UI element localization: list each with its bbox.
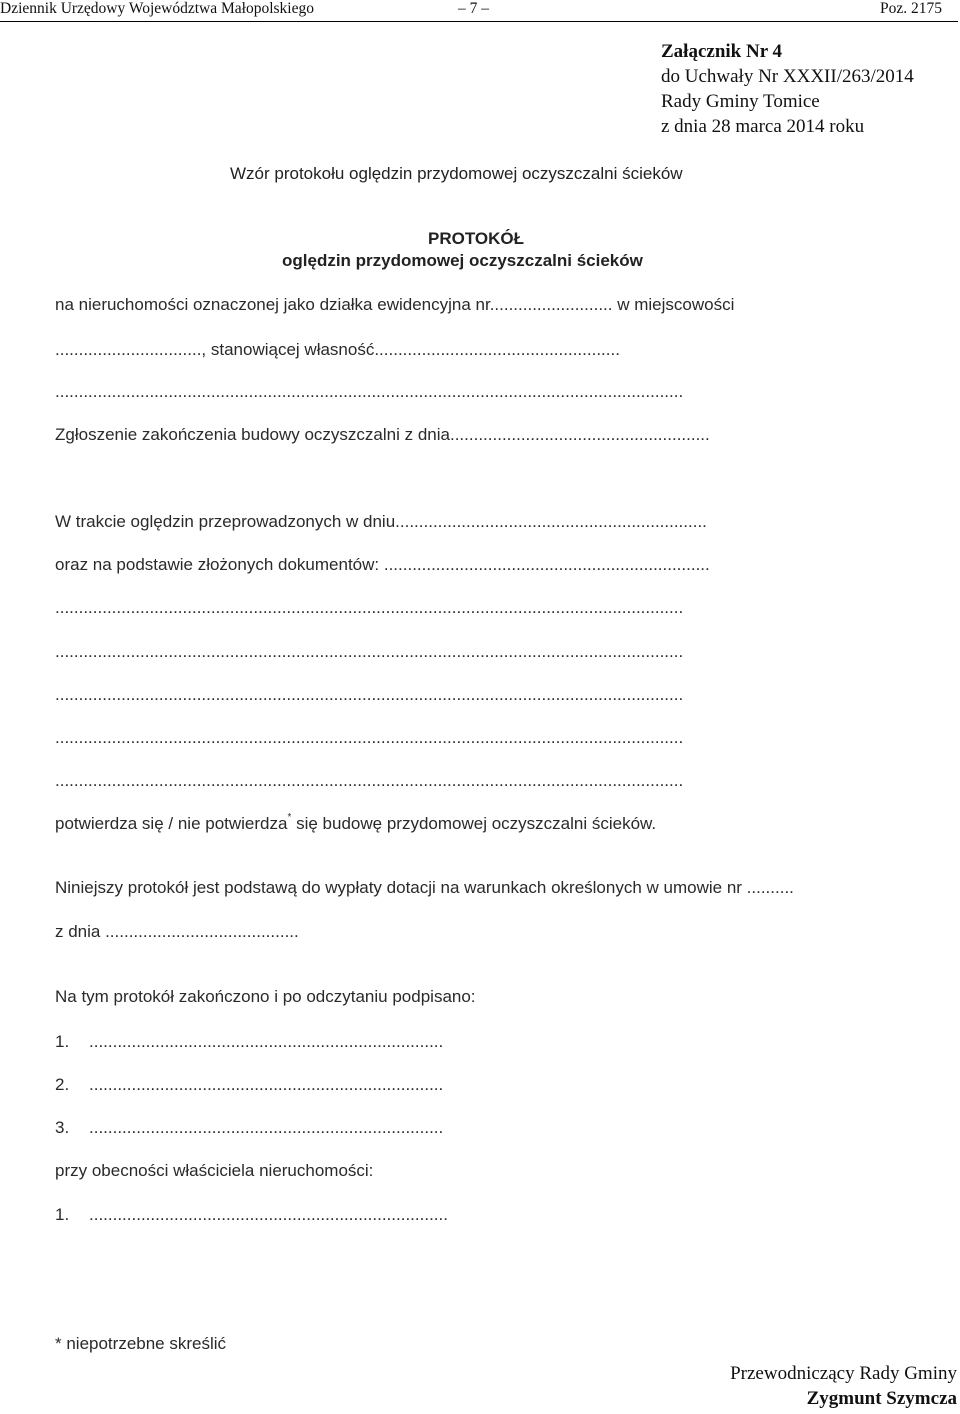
ownership-line: ..............................., stanowiącej własność.................................................... (55, 340, 620, 359)
signature-number: 2. (55, 1075, 70, 1094)
footnote-marker: * (287, 812, 292, 824)
attachment-title: Załącznik Nr 4 (661, 41, 783, 62)
confirmation-subject: się budowę przydomowej oczyszczalni ścieków. (291, 814, 657, 833)
signatory-name: Zygmunt Szymcza (806, 1388, 957, 1409)
owner-presence-label: przy obecności właściciela nieruchomości: (55, 1161, 374, 1180)
journal-name: Dziennik Urzędowy Województwa Małopolskiego (0, 0, 314, 17)
header-divider (0, 21, 958, 22)
contract-date-line: z dnia ......................................... (55, 922, 299, 941)
owner-signature-1 (55, 1205, 448, 1225)
protocol-title: PROTOKÓŁ (428, 229, 525, 248)
signature-3 (55, 1118, 444, 1138)
dotted-line-2: ..................................................................................................................................... (55, 642, 684, 661)
signature-dots: ........................................................................... (89, 1118, 444, 1137)
position-number: Poz. 2175 (880, 0, 942, 17)
completion-line: Zgłoszenie zakończenia budowy oczyszczalni z dnia....................................................... (55, 425, 710, 444)
attachment-date: z dnia 28 marca 2014 roku (661, 116, 865, 137)
confirmation-line (55, 814, 656, 834)
subsidy-basis-line: Niniejszy protokół jest podstawą do wypłaty dotacji na warunkach określonych w umowie nr .......... (55, 878, 794, 897)
signature-1 (55, 1032, 444, 1052)
template-label: Wzór protokołu oględzin przydomowej oczyszczalni ścieków (230, 164, 683, 183)
signature-dots: ........................................................................... (89, 1075, 444, 1094)
property-line: na nieruchomości oznaczonej jako działka ewidencyjna nr.......................... w miejscowości (55, 295, 735, 314)
signatory-role: Przewodniczący Rady Gminy (730, 1363, 957, 1384)
documents-line: oraz na podstawie złożonych dokumentów: ..................................................................... (55, 555, 710, 574)
footnote: * niepotrzebne skreślić (55, 1334, 227, 1353)
attachment-council: Rady Gminy Tomice (661, 91, 820, 112)
closing-statement: Na tym protokół zakończono i po odczytaniu podpisano: (55, 987, 476, 1006)
signature-number: 1. (55, 1205, 70, 1224)
dotted-line-4: ..................................................................................................................................... (55, 728, 684, 747)
dotted-line-1: ..................................................................................................................................... (55, 598, 684, 617)
attachment-resolution: do Uchwały Nr XXXII/263/2014 (661, 66, 914, 87)
inspection-line: W trakcie oględzin przeprowadzonych w dniu.................................................................. (55, 512, 707, 531)
signature-number: 1. (55, 1032, 70, 1051)
signature-2 (55, 1075, 444, 1095)
signature-number: 3. (55, 1118, 70, 1137)
dotted-line-3: ..................................................................................................................................... (55, 685, 684, 704)
protocol-subtitle: oględzin przydomowej oczyszczalni ścieków (282, 251, 643, 270)
page-marker: – 7 – (458, 0, 489, 17)
confirmation-options: potwierdza się / nie potwierdza (55, 814, 288, 833)
ownership-continuation: ..................................................................................................................................... (55, 382, 684, 401)
signature-dots: ........................................................................... (89, 1032, 444, 1051)
signature-dots: ............................................................................ (89, 1205, 448, 1224)
dotted-line-5: ..................................................................................................................................... (55, 771, 684, 790)
